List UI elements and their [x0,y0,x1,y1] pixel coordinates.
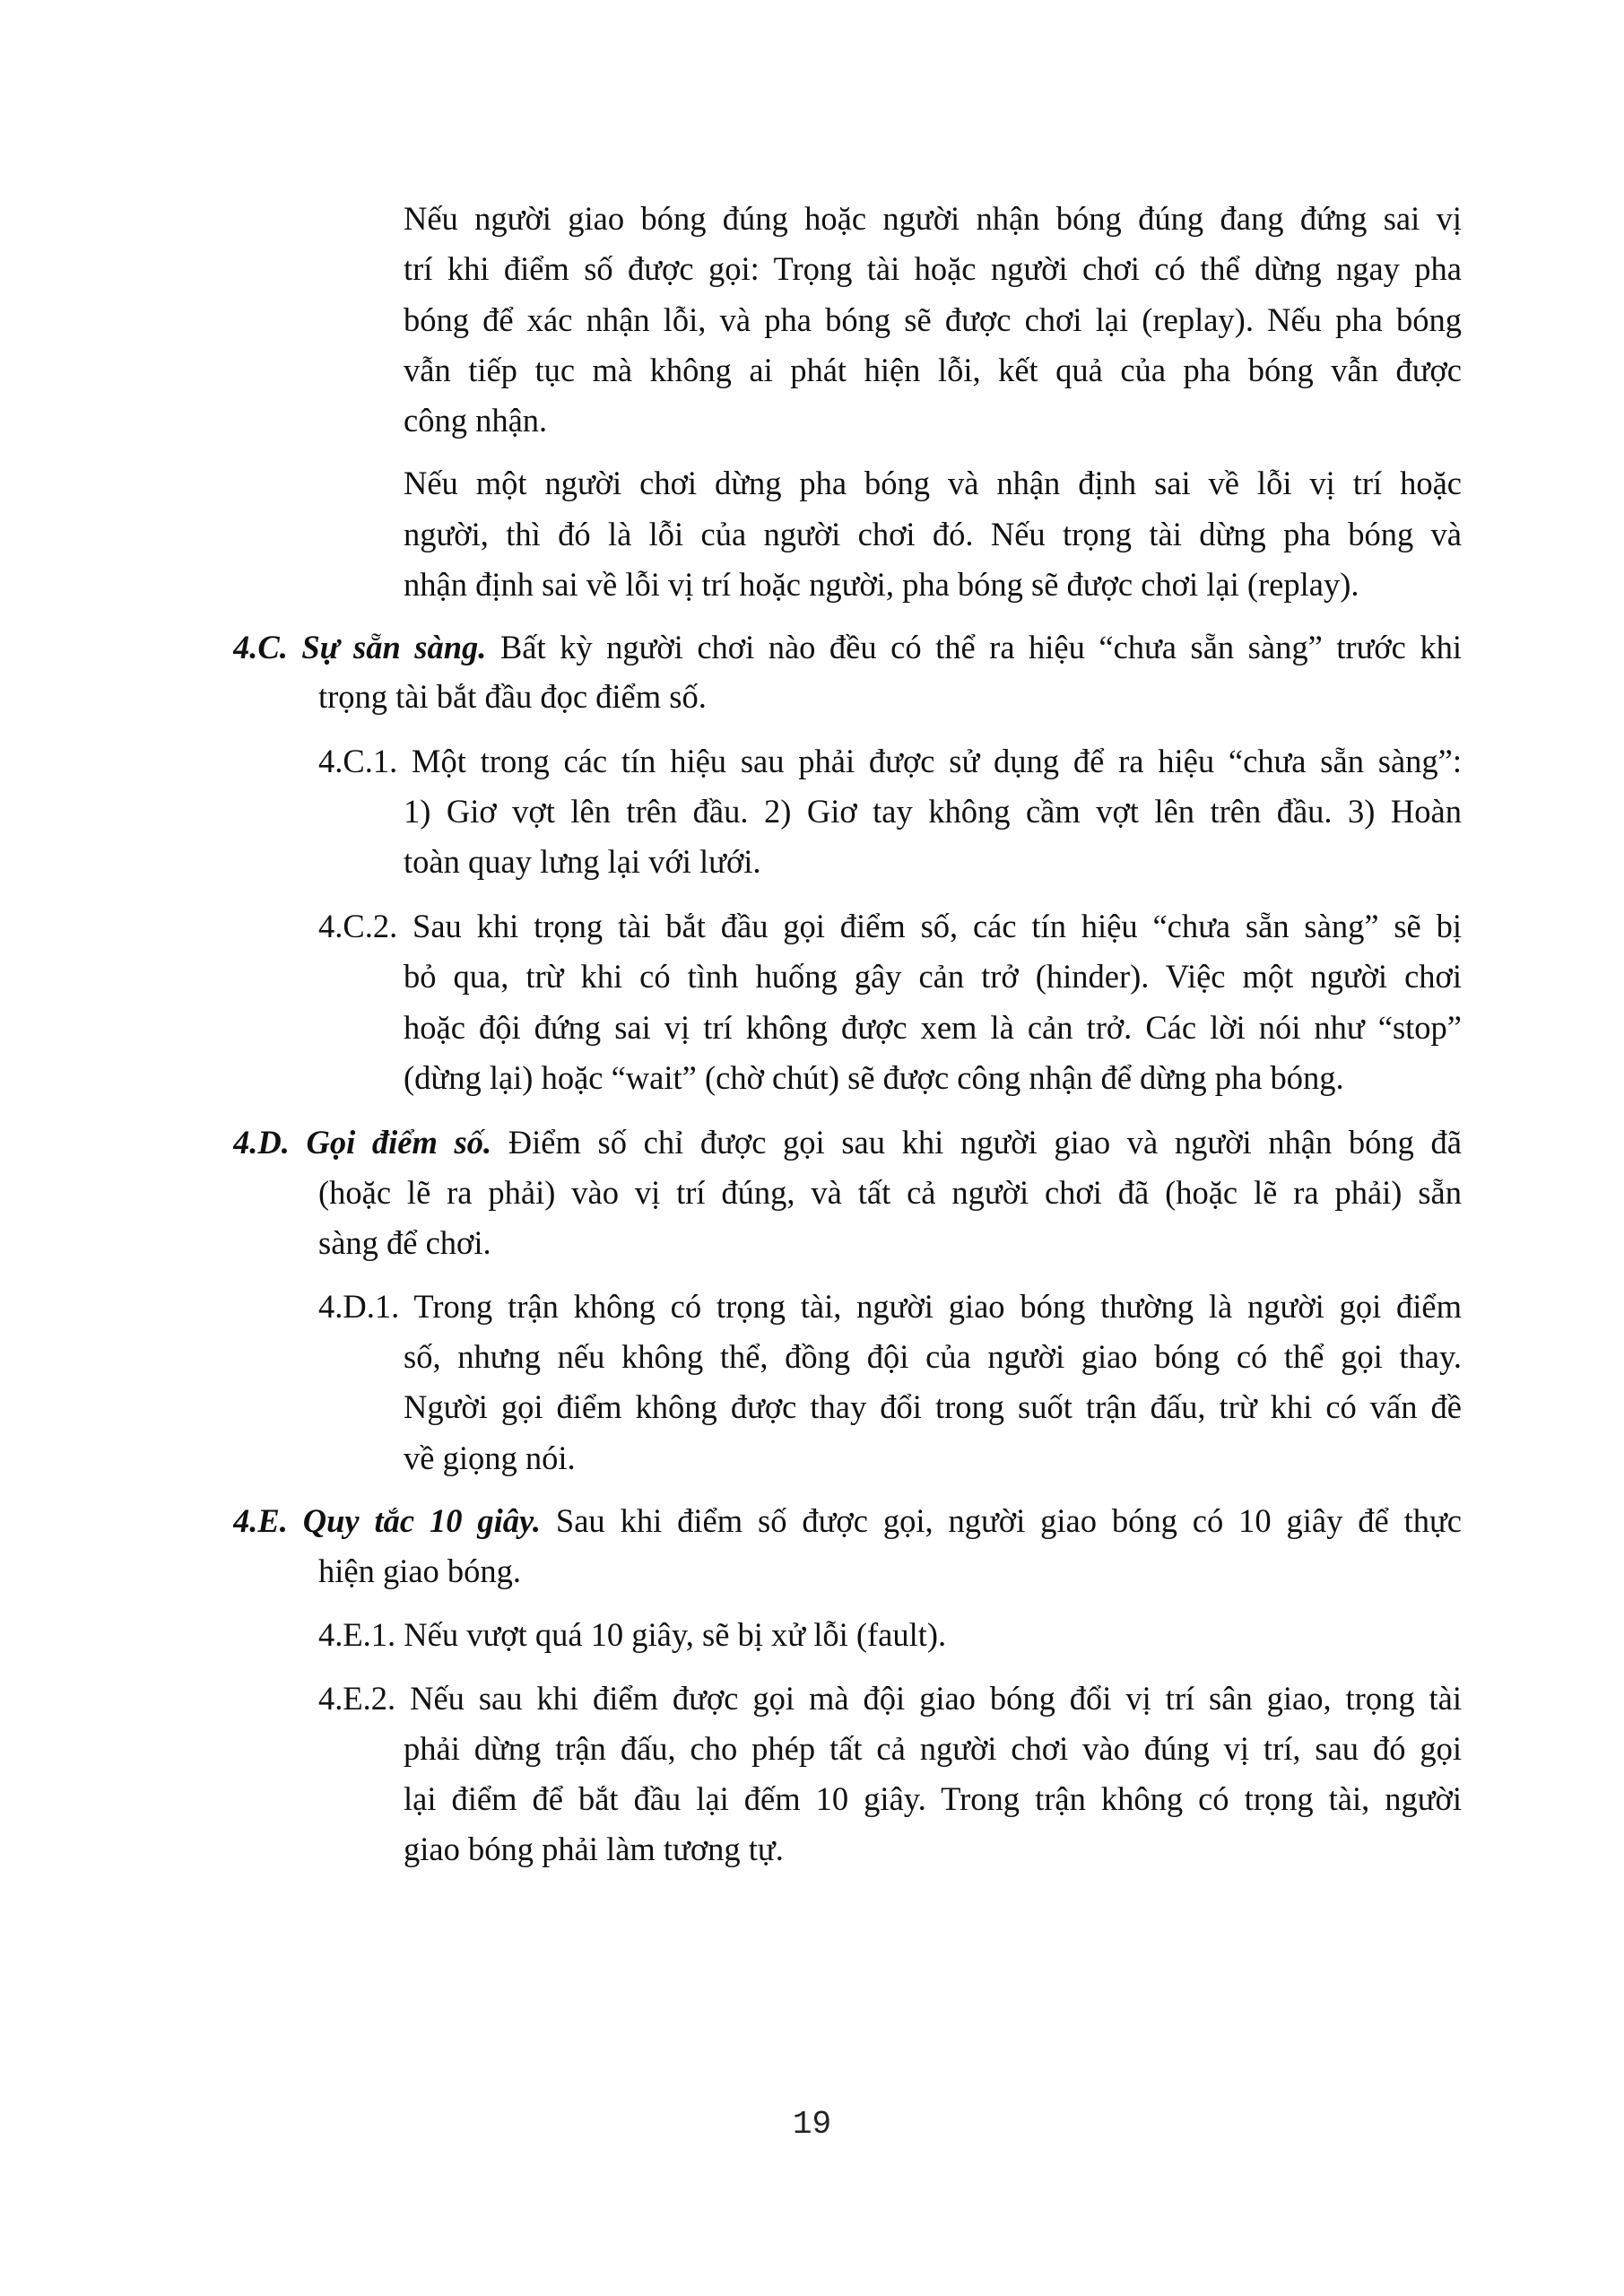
item-line: lại điểm để bắt đầu lại đếm 10 giây. Trong trận không có trọng tài, người [404,1780,1462,1817]
item-line: 4.E.2. Nếu sau khi điểm được gọi mà đội giao bóng đổi vị trí sân giao, trọng tài [318,1680,1462,1717]
item-line: 4.C.1. Một trong các tín hiệu sau phải được sử dụng để ra hiệu “chưa sẵn sàng”: [318,743,1462,779]
section-4e-first-line [233,1501,1462,1541]
section-line: hiện giao bóng. [318,1552,522,1589]
item-line: (dừng lại) hoặc “wait” (chờ chút) sẽ được công nhận để dừng pha bóng. [404,1059,1344,1096]
item-line: phải dừng trận đấu, cho phép tất cả người chơi vào đúng vị trí, sau đó gọi [404,1730,1462,1767]
paragraph-line: bóng để xác nhận lỗi, và pha bóng sẽ được chơi lại (replay). Nếu pha bóng [404,301,1462,338]
item-line: 4.C.2. Sau khi trọng tài bắt đầu gọi điểm số, các tín hiệu “chưa sẵn sàng” sẽ bị [318,908,1462,944]
item-line: Người gọi điểm không được thay đổi trong suốt trận đấu, trừ khi có vấn đề [404,1388,1462,1425]
section-heading: 4.D. Gọi điểm số. [233,1124,492,1161]
paragraph-line: Nếu một người chơi dừng pha bóng và nhận định sai về lỗi vị trí hoặc [404,465,1462,501]
item-line: giao bóng phải làm tương tự. [404,1831,784,1867]
section-4d-first-line [233,1123,1462,1162]
section-line: sàng để chơi. [318,1224,491,1261]
paragraph-line: Nếu người giao bóng đúng hoặc người nhận bóng đúng đang đứng sai vị [404,200,1462,237]
paragraph-line: trí khi điểm số được gọi: Trọng tài hoặc người chơi có thể dừng ngay pha [404,250,1462,287]
section-line: trọng tài bắt đầu đọc điểm số. [318,678,707,715]
paragraph-line: nhận định sai về lỗi vị trí hoặc người, pha bóng sẽ được chơi lại (replay). [404,566,1359,603]
section-heading: 4.C. Sự sẵn sàng. [233,629,487,665]
item-line: 4.E.1. Nếu vượt quá 10 giây, sẽ bị xử lỗi (fault). [318,1616,947,1653]
page-number: 19 [792,2106,832,2143]
section-heading: 4.E. Quy tắc 10 giây. [233,1502,542,1539]
section-line: (hoặc lẽ ra phải) vào vị trí đúng, và tất cả người chơi đã (hoặc lẽ ra phải) sẵn [318,1174,1462,1211]
section-text: Điểm số chỉ được gọi sau khi người giao và người nhận bóng đã [491,1124,1462,1161]
item-line: số, nhưng nếu không thể, đồng đội của người giao bóng có thể gọi thay. [404,1338,1462,1375]
section-4c-first-line [233,628,1462,667]
section-text: Bất kỳ người chơi nào đều có thể ra hiệu “chưa sẵn sàng” trước khi [486,629,1462,665]
section-text: Sau khi điểm số được gọi, người giao bóng có 10 giây để thực [541,1502,1462,1539]
paragraph-line: công nhận. [404,402,548,439]
item-line: về giọng nói. [404,1439,576,1476]
paragraph-line: vẫn tiếp tục mà không ai phát hiện lỗi, kết quả của pha bóng vẫn được [404,352,1462,388]
item-line: 4.D.1. Trong trận không có trọng tài, người giao bóng thường là người gọi điểm [318,1288,1462,1325]
item-line: toàn quay lưng lại với lưới. [404,843,761,880]
item-line: bỏ qua, trừ khi có tình huống gây cản trở (hinder). Việc một người chơi [404,958,1462,995]
item-line: hoặc đội đứng sai vị trí không được xem là cản trở. Các lời nói như “stop” [404,1009,1462,1046]
item-line: 1) Giơ vợt lên trên đầu. 2) Giơ tay không cầm vợt lên trên đầu. 3) Hoàn [404,793,1462,830]
paragraph-line: người, thì đó là lỗi của người chơi đó. Nếu trọng tài dừng pha bóng và [404,516,1462,552]
